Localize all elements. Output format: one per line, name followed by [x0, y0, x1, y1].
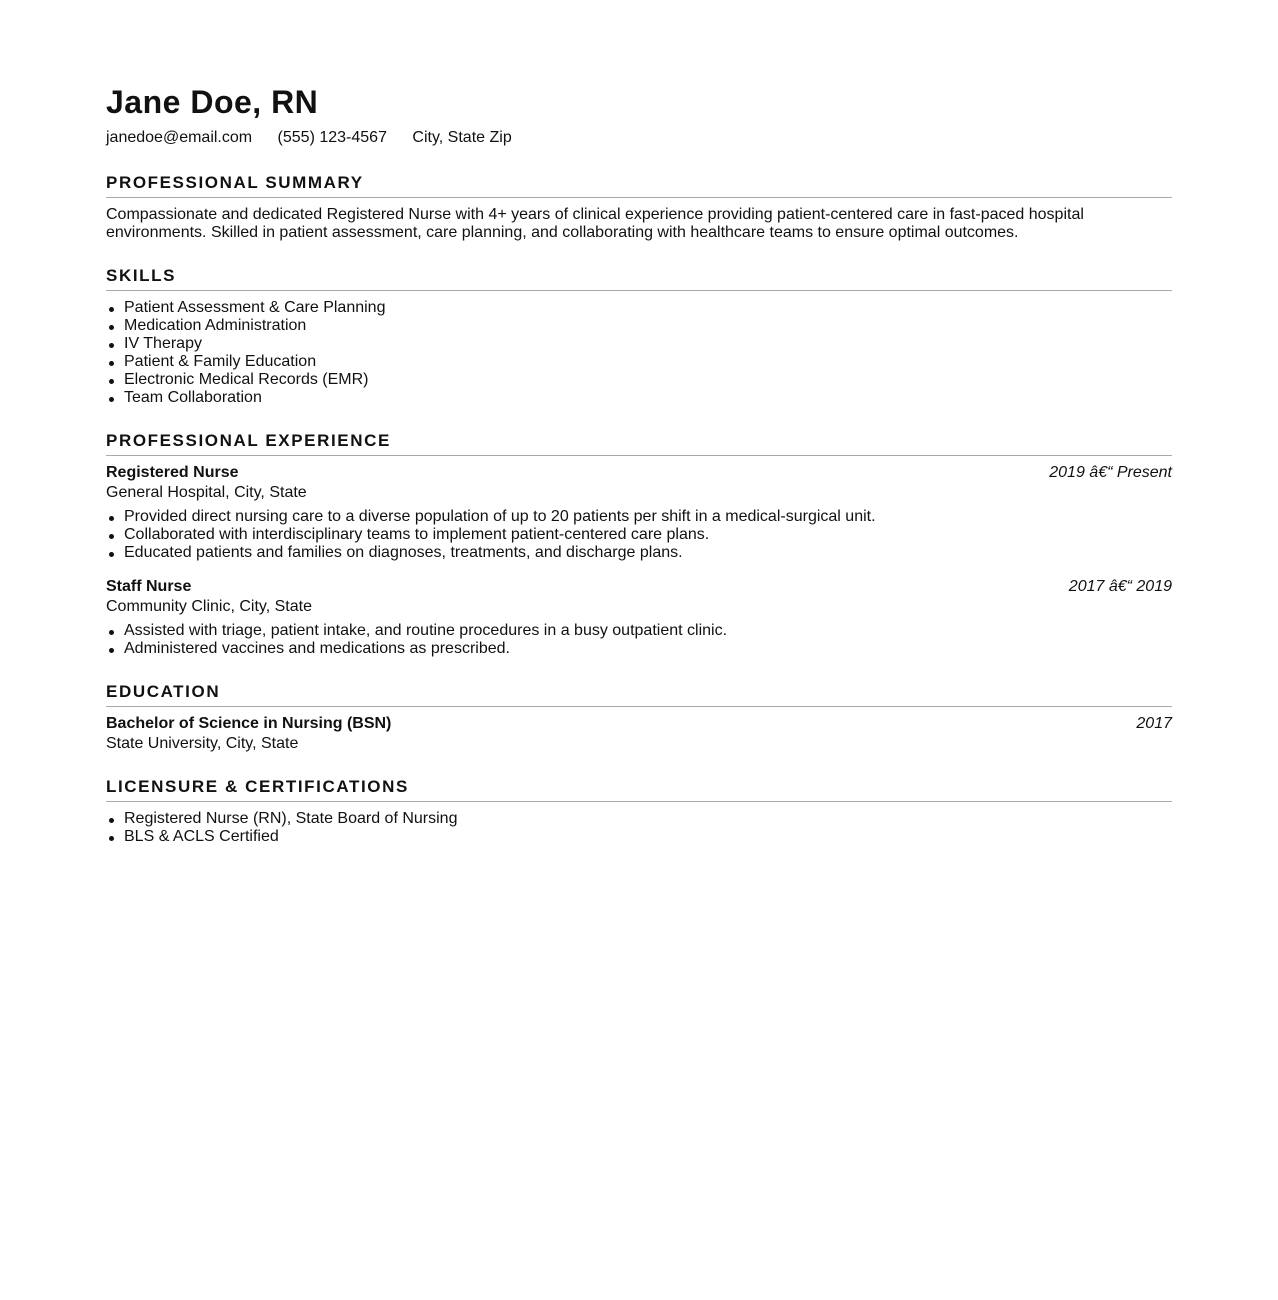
job-organization: Community Clinic, City, State [106, 598, 312, 615]
contact-email: janedoe@email.com [106, 129, 253, 146]
job-dates: 2019 â€“ Present [1049, 464, 1172, 481]
section-title-skills: SKILLS [106, 266, 1172, 291]
job-title: Staff Nurse [106, 578, 192, 595]
candidate-name: Jane Doe, RN [106, 84, 319, 120]
education-school: State University, City, State [106, 735, 299, 752]
section-title-education: EDUCATION [106, 682, 1172, 707]
skills-list [106, 299, 1172, 407]
job-bullet: Collaborated with interdisciplinary teams to implement patient-centered care plans. [106, 526, 1172, 544]
skill-item: Electronic Medical Records (EMR) [106, 371, 1172, 389]
job-header [106, 464, 1172, 483]
job-organization: General Hospital, City, State [106, 484, 307, 501]
job-title: Registered Nurse [106, 464, 239, 481]
contact-line [106, 129, 1172, 149]
job-entry [106, 578, 1172, 658]
job-dates: 2017 â€“ 2019 [1068, 578, 1172, 595]
job-bullet: Assisted with triage, patient intake, and routine procedures in a busy outpatient clinic. [106, 622, 1172, 640]
skill-item: Medication Administration [106, 317, 1172, 335]
licensure-list [106, 810, 1172, 846]
job-bullet: Educated patients and families on diagnoses, treatments, and discharge plans. [106, 544, 1172, 562]
licensure-item: Registered Nurse (RN), State Board of Nursing [106, 810, 1172, 828]
job-bullets [106, 508, 1172, 562]
job-header [106, 578, 1172, 597]
summary-section [106, 173, 1172, 242]
skill-item: Patient Assessment & Care Planning [106, 299, 1172, 317]
section-title-licensure: LICENSURE & CERTIFICATIONS [106, 777, 1172, 802]
skill-item: IV Therapy [106, 335, 1172, 353]
licensure-section [106, 777, 1172, 846]
resume-page [106, 0, 1172, 846]
skills-section [106, 266, 1172, 407]
contact-location: City, State Zip [412, 129, 512, 146]
skill-item: Patient & Family Education [106, 353, 1172, 371]
job-bullet: Provided direct nursing care to a diverse population of up to 20 patients per shift in a medical-surgical unit. [106, 508, 1172, 526]
licensure-item: BLS & ACLS Certified [106, 828, 1172, 846]
contact-phone: (555) 123-4567 [277, 129, 387, 146]
education-year: 2017 [1136, 715, 1172, 732]
job-bullet: Administered vaccines and medications as prescribed. [106, 640, 1172, 658]
education-header [106, 715, 1172, 734]
experience-section [106, 431, 1172, 658]
section-title-summary: PROFESSIONAL SUMMARY [106, 173, 1172, 198]
job-bullets [106, 622, 1172, 658]
summary-text: Compassionate and dedicated Registered Nurse with 4+ years of clinical experience providing patient-centered care in fast-paced hospital environments. Skilled in patient assessment, care planning, and collaborating with healthcare teams to ensure optimal outcomes. [106, 206, 1084, 241]
section-title-experience: PROFESSIONAL EXPERIENCE [106, 431, 1172, 456]
job-entry [106, 464, 1172, 562]
education-degree: Bachelor of Science in Nursing (BSN) [106, 715, 392, 732]
skill-item: Team Collaboration [106, 389, 1172, 407]
education-section [106, 682, 1172, 753]
